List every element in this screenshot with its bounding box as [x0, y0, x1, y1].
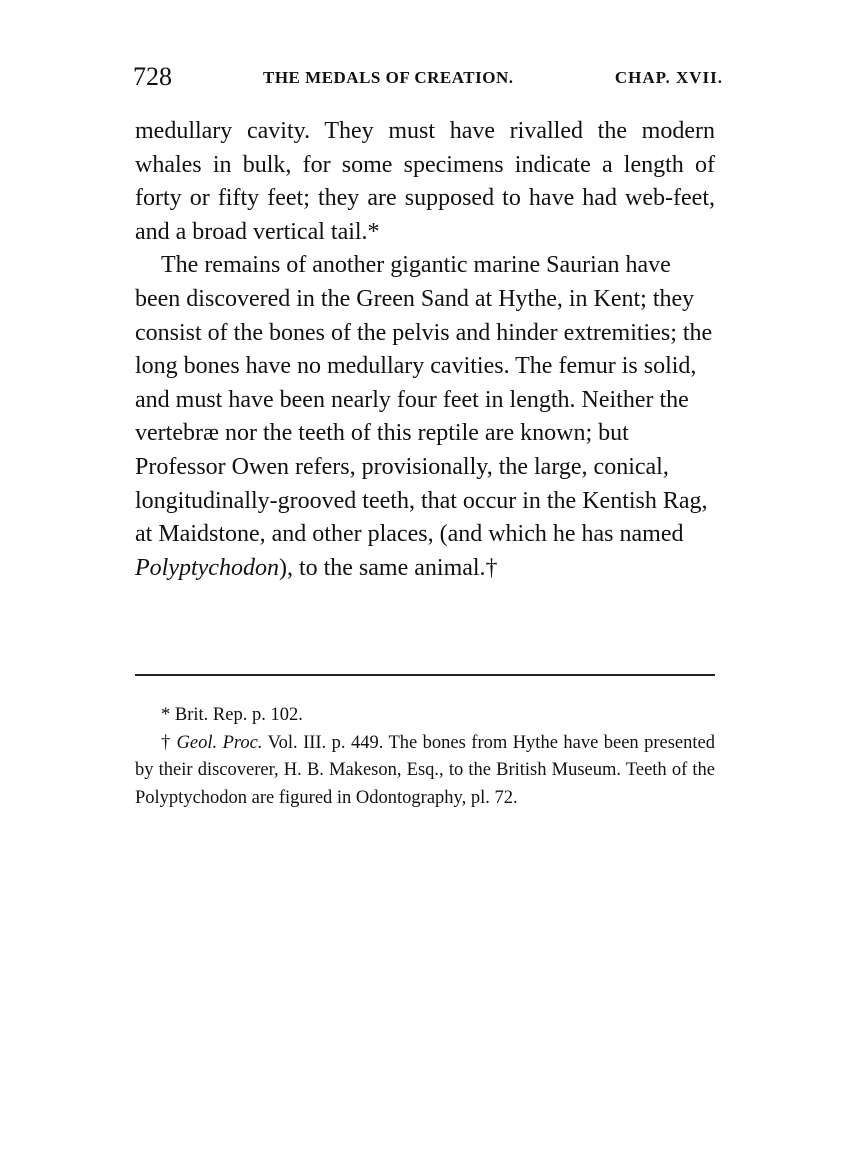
footnote-2-text: Vol. III. p. 449. The bones from Hythe have been presented by their discoverer, H. B. Makeson, Esq., to the British Museum. Teeth of the Polyptychodon are figured in Odontography, pl. 72. [135, 732, 715, 808]
chapter-label: CHAP. XVII. [614, 68, 723, 87]
genus-name: Polyptychodon [135, 554, 279, 581]
page-header [133, 62, 723, 98]
footnote-1: * Brit. Rep. p. 102. [161, 705, 303, 725]
paragraph-1: medullary cavity. They must have rivalled the modern whales in bulk, for some specimens indicate a length of forty or fifty feet; they are supposed to have had web-feet, and a broad vertical tail.* [135, 118, 715, 245]
footnote-2 [135, 730, 715, 813]
paragraph-2 [135, 249, 715, 585]
running-title: THE MEDALS OF CREATION. [263, 68, 514, 87]
footnote-2-mark: † [161, 732, 177, 753]
body-text [135, 115, 715, 585]
footnotes [135, 702, 715, 812]
paragraph-2-tail: ), to the same animal.† [278, 554, 498, 581]
page-number: 728 [133, 62, 172, 91]
footnote-rule [135, 674, 715, 676]
footnote-2-source: Geol. Proc. [176, 732, 263, 753]
paragraph-2-text: The remains of another gigantic marine Saurian have been discovered in the Green Sand at Hythe, in Kent; they consist of the bones of the pelvis and hinder extremities; the long bones have no medullary cavities. The femur is solid, and must have been nearly four feet in length. Neither the vertebræ nor the teeth of this reptile are known; but Professor Owen refers, provisionally, the large, conical, longitudinally-grooved teeth, that occur in the Kentish Rag, at Maidstone, and other places, (and which he has named [135, 252, 713, 548]
